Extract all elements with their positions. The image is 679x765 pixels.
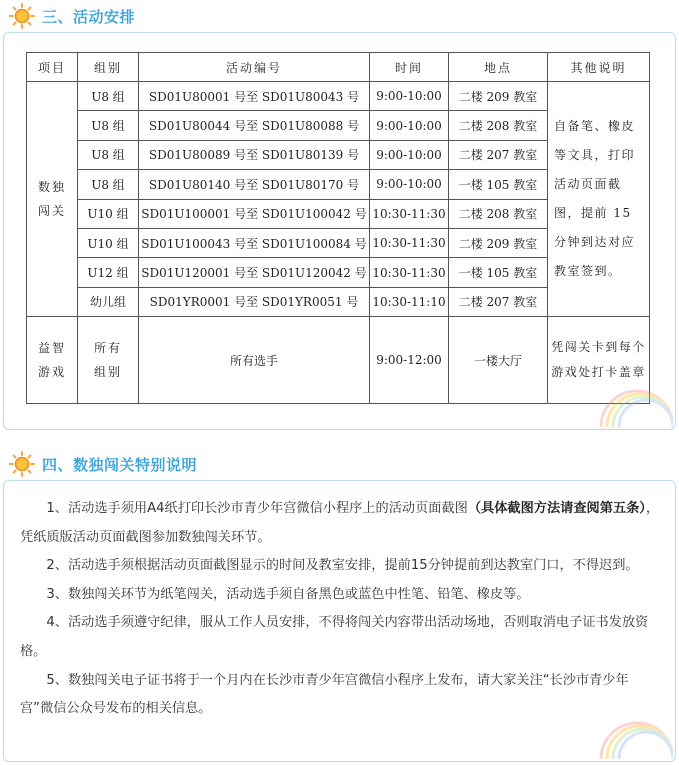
- cell-place: 二楼 209 教室: [449, 82, 548, 111]
- header-notes: 其他说明: [548, 53, 650, 82]
- section-title: 四、数独闯关特别说明: [42, 455, 198, 474]
- cell-code: SD01U80140 号至 SD01U80170 号: [139, 170, 370, 199]
- cell-group: U8 组: [78, 111, 139, 140]
- instructions-body: [20, 495, 660, 724]
- cell-group: U10 组: [78, 199, 139, 228]
- rainbow-decoration: [595, 379, 673, 427]
- paragraph-3: 3、数独闯关环节为纸笔闯关，活动选手须自备黑色或蓝色中性笔、铅笔、橡皮等。: [46, 586, 530, 602]
- sun-icon: [8, 2, 36, 30]
- cell-time: 10:30-11:30: [370, 199, 449, 228]
- cell-time: 10:30-11:30: [370, 228, 449, 257]
- header-place: 地点: [449, 53, 548, 82]
- paragraph-5: 5、数独闯关电子证书将于一个月内在长沙市青少年宫微信小程序上发布，请大家关注“长沙市青少年宫”微信公众号发布的相关信息。: [20, 672, 629, 717]
- project-sudoku: 数独闯关: [27, 82, 78, 317]
- rainbow-decoration: [595, 711, 673, 759]
- cell-code: SD01U100001 号至 SD01U100042 号: [139, 199, 370, 228]
- cell-group: U12 组: [78, 258, 139, 287]
- cell-group: U8 组: [78, 170, 139, 199]
- cell-code: SD01U80089 号至 SD01U80139 号: [139, 140, 370, 169]
- cell-time: 10:30-11:10: [370, 287, 449, 316]
- header-project: 项目: [27, 53, 78, 82]
- cell-code: SD01U80001 号至 SD01U80043 号: [139, 82, 370, 111]
- cell-code: SD01YR0001 号至 SD01YR0051 号: [139, 287, 370, 316]
- cell-time: 9:00-10:00: [370, 111, 449, 140]
- table-row: [27, 317, 650, 404]
- section-4-heading: [8, 451, 197, 477]
- notes-puzzle: 凭闯关卡到每个游戏处打卡盖章: [548, 317, 650, 404]
- cell-time: 10:30-11:30: [370, 258, 449, 287]
- cell-group: U8 组: [78, 82, 139, 111]
- cell-place: 二楼 208 教室: [449, 111, 548, 140]
- instructions-panel: [3, 480, 676, 762]
- cell-place: 二楼 208 教室: [449, 199, 548, 228]
- section-3-heading: [8, 3, 135, 29]
- paragraph-4: 4、活动选手须遵守纪律，服从工作人员安排，不得将闯关内容带出活动场地，否则取消电子证书发放资格。: [20, 615, 649, 659]
- cell-place: 二楼 209 教室: [449, 228, 548, 257]
- project-puzzle: 益智游戏: [27, 317, 78, 404]
- cell-place: 一楼 105 教室: [449, 170, 548, 199]
- table-row: [27, 82, 650, 111]
- notes-sudoku: 自备笔、橡皮等文具，打印活动页面截图，提前 15 分钟到达对应教室签到。: [548, 82, 650, 317]
- cell-group: U10 组: [78, 228, 139, 257]
- cell-code: SD01U120001 号至 SD01U120042 号: [139, 258, 370, 287]
- cell-code: SD01U100043 号至 SD01U100084 号: [139, 228, 370, 257]
- cell-place: 二楼 207 教室: [449, 140, 548, 169]
- header-group: 组别: [78, 53, 139, 82]
- header-time: 时间: [370, 53, 449, 82]
- schedule-panel: [3, 32, 676, 430]
- cell-place: 一楼 105 教室: [449, 258, 548, 287]
- cell-place: 二楼 207 教室: [449, 287, 548, 316]
- paragraph-2: 2、活动选手须根据活动页面截图显示的时间及教室安排，提前15分钟提前到达教室门口，不得迟到。: [46, 558, 639, 574]
- cell-time: 9:00-10:00: [370, 140, 449, 169]
- cell-group: 幼儿组: [78, 287, 139, 316]
- cell-time: 9:00-10:00: [370, 170, 449, 199]
- header-code: 活动编号: [139, 53, 370, 82]
- cell-code: SD01U80044 号至 SD01U80088 号: [139, 111, 370, 140]
- paragraph-1: 1、活动选手须用A4纸打印长沙市青少年宫微信小程序上的活动页面截图（具体截图方法请查阅第五条），凭纸质版活动页面截图参加数独闯关环节。: [20, 501, 660, 545]
- section-title: 三、活动安排: [42, 7, 136, 26]
- cell-code: 所有选手: [139, 317, 370, 404]
- cell-time: 9:00-10:00: [370, 82, 449, 111]
- cell-group: 所有组别: [78, 317, 139, 404]
- cell-time: 9:00-12:00: [370, 317, 449, 404]
- schedule-table: [26, 52, 650, 404]
- cell-group: U8 组: [78, 140, 139, 169]
- cell-place: 一楼大厅: [449, 317, 548, 404]
- sun-icon: [8, 450, 36, 478]
- table-header-row: [27, 53, 650, 82]
